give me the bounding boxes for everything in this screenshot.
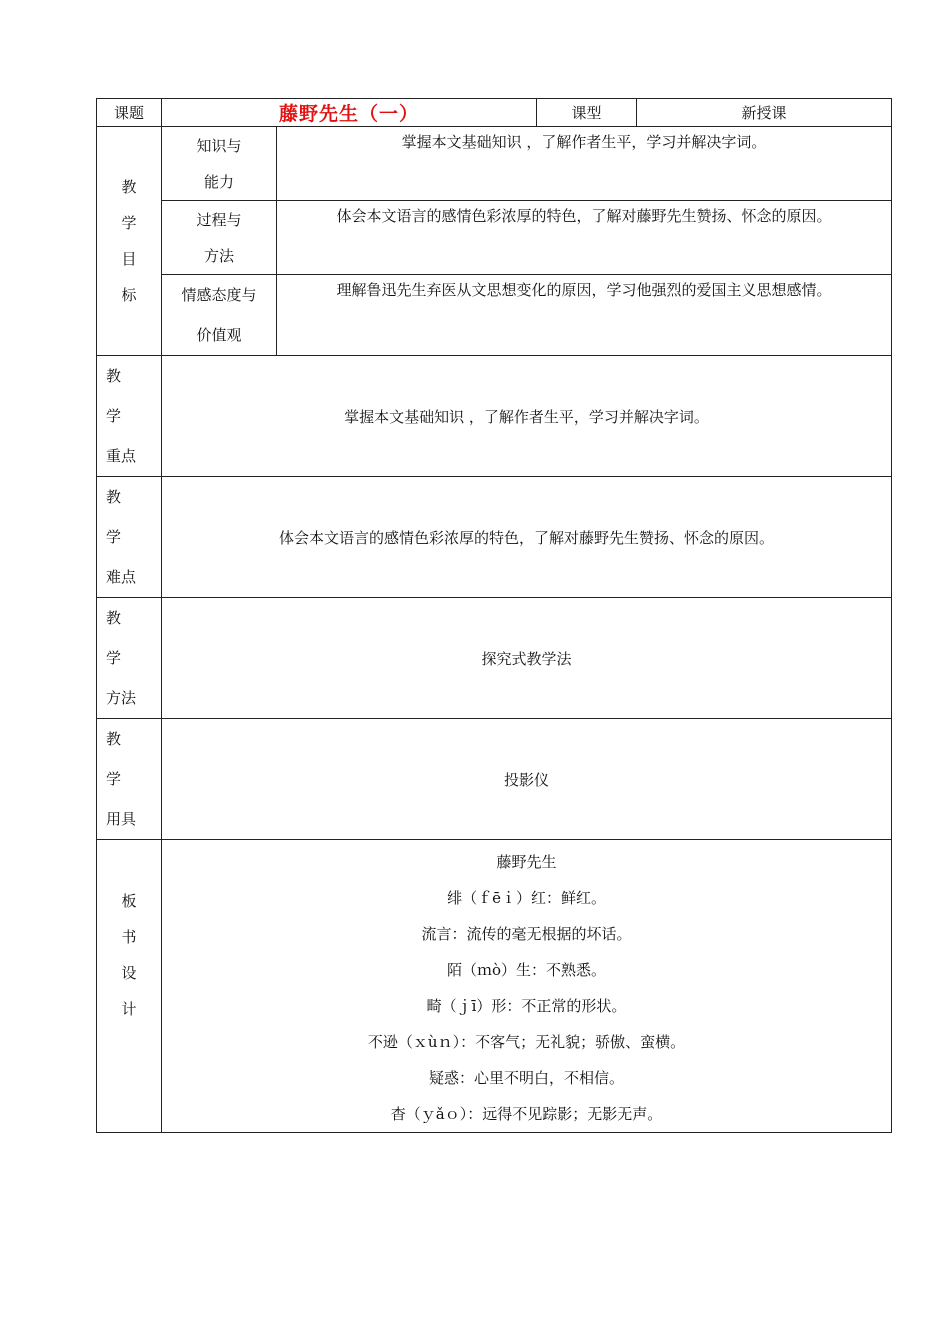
objective-sublabel: 知识与 能力 xyxy=(162,127,277,201)
objective-text: 体会本文语言的感情色彩浓厚的特色，了解对藤野先生赞扬、怀念的原因。 xyxy=(277,201,892,275)
objective-row-knowledge xyxy=(97,127,892,201)
board-line: 不逊（ｘùｎ）：不客气；无礼貌；骄傲、蛮横。 xyxy=(367,1033,686,1051)
board-line: 藤野先生 xyxy=(496,853,557,871)
board-line: 陌（ｍò）生：不熟悉。 xyxy=(446,961,607,979)
section-row-tools xyxy=(97,719,892,840)
section-row-key-points xyxy=(97,356,892,477)
board-line: 绯（ｆēｉ）红：鲜红。 xyxy=(447,889,606,907)
objective-sublabel: 情感态度与 价值观 xyxy=(162,275,277,356)
section-text: 体会本文语言的感情色彩浓厚的特色，了解对藤野先生赞扬、怀念的原因。 xyxy=(162,477,892,598)
objective-text: 掌握本文基础知识 ，了解作者生平，学习并解决字词。 xyxy=(277,127,892,201)
section-label: 教学 方法 xyxy=(97,598,162,719)
board-line: 疑惑：心里不明白，不相信。 xyxy=(429,1069,625,1087)
board-line: 流言：流传的毫无根据的坏话。 xyxy=(421,925,632,943)
topic-value: 藤野先生（一） xyxy=(162,99,537,127)
board-line: 杳（ｙǎｏ）：远得不见踪影；无影无声。 xyxy=(390,1105,663,1123)
section-text: 探究式教学法 xyxy=(162,598,892,719)
objective-row-attitude xyxy=(97,275,892,356)
type-value: 新授课 xyxy=(637,99,892,127)
lesson-plan-sheet xyxy=(96,98,891,1133)
section-text: 掌握本文基础知识 ，了解作者生平，学习并解决字词。 xyxy=(162,356,892,477)
section-label: 教学 用具 xyxy=(97,719,162,840)
board-design-row xyxy=(97,840,892,1133)
board-content xyxy=(162,840,892,1133)
board-line: 畸（ｊī）形：不正常的形状。 xyxy=(426,997,627,1015)
objectives-label: 教 学 目 标 xyxy=(97,127,162,356)
type-label: 课型 xyxy=(537,99,637,127)
section-label: 教学 难点 xyxy=(97,477,162,598)
objective-sublabel: 过程与 方法 xyxy=(162,201,277,275)
lesson-plan-table xyxy=(96,98,892,1133)
topic-label: 课题 xyxy=(97,99,162,127)
objective-row-process xyxy=(97,201,892,275)
section-text: 投影仪 xyxy=(162,719,892,840)
section-row-method xyxy=(97,598,892,719)
section-label: 教学 重点 xyxy=(97,356,162,477)
board-label: 板 书 设 计 xyxy=(97,840,162,1133)
objective-text: 理解鲁迅先生弃医从文思想变化的原因，学习他强烈的爱国主义思想感情。 xyxy=(277,275,892,356)
section-row-difficulties xyxy=(97,477,892,598)
header-row xyxy=(97,99,892,127)
